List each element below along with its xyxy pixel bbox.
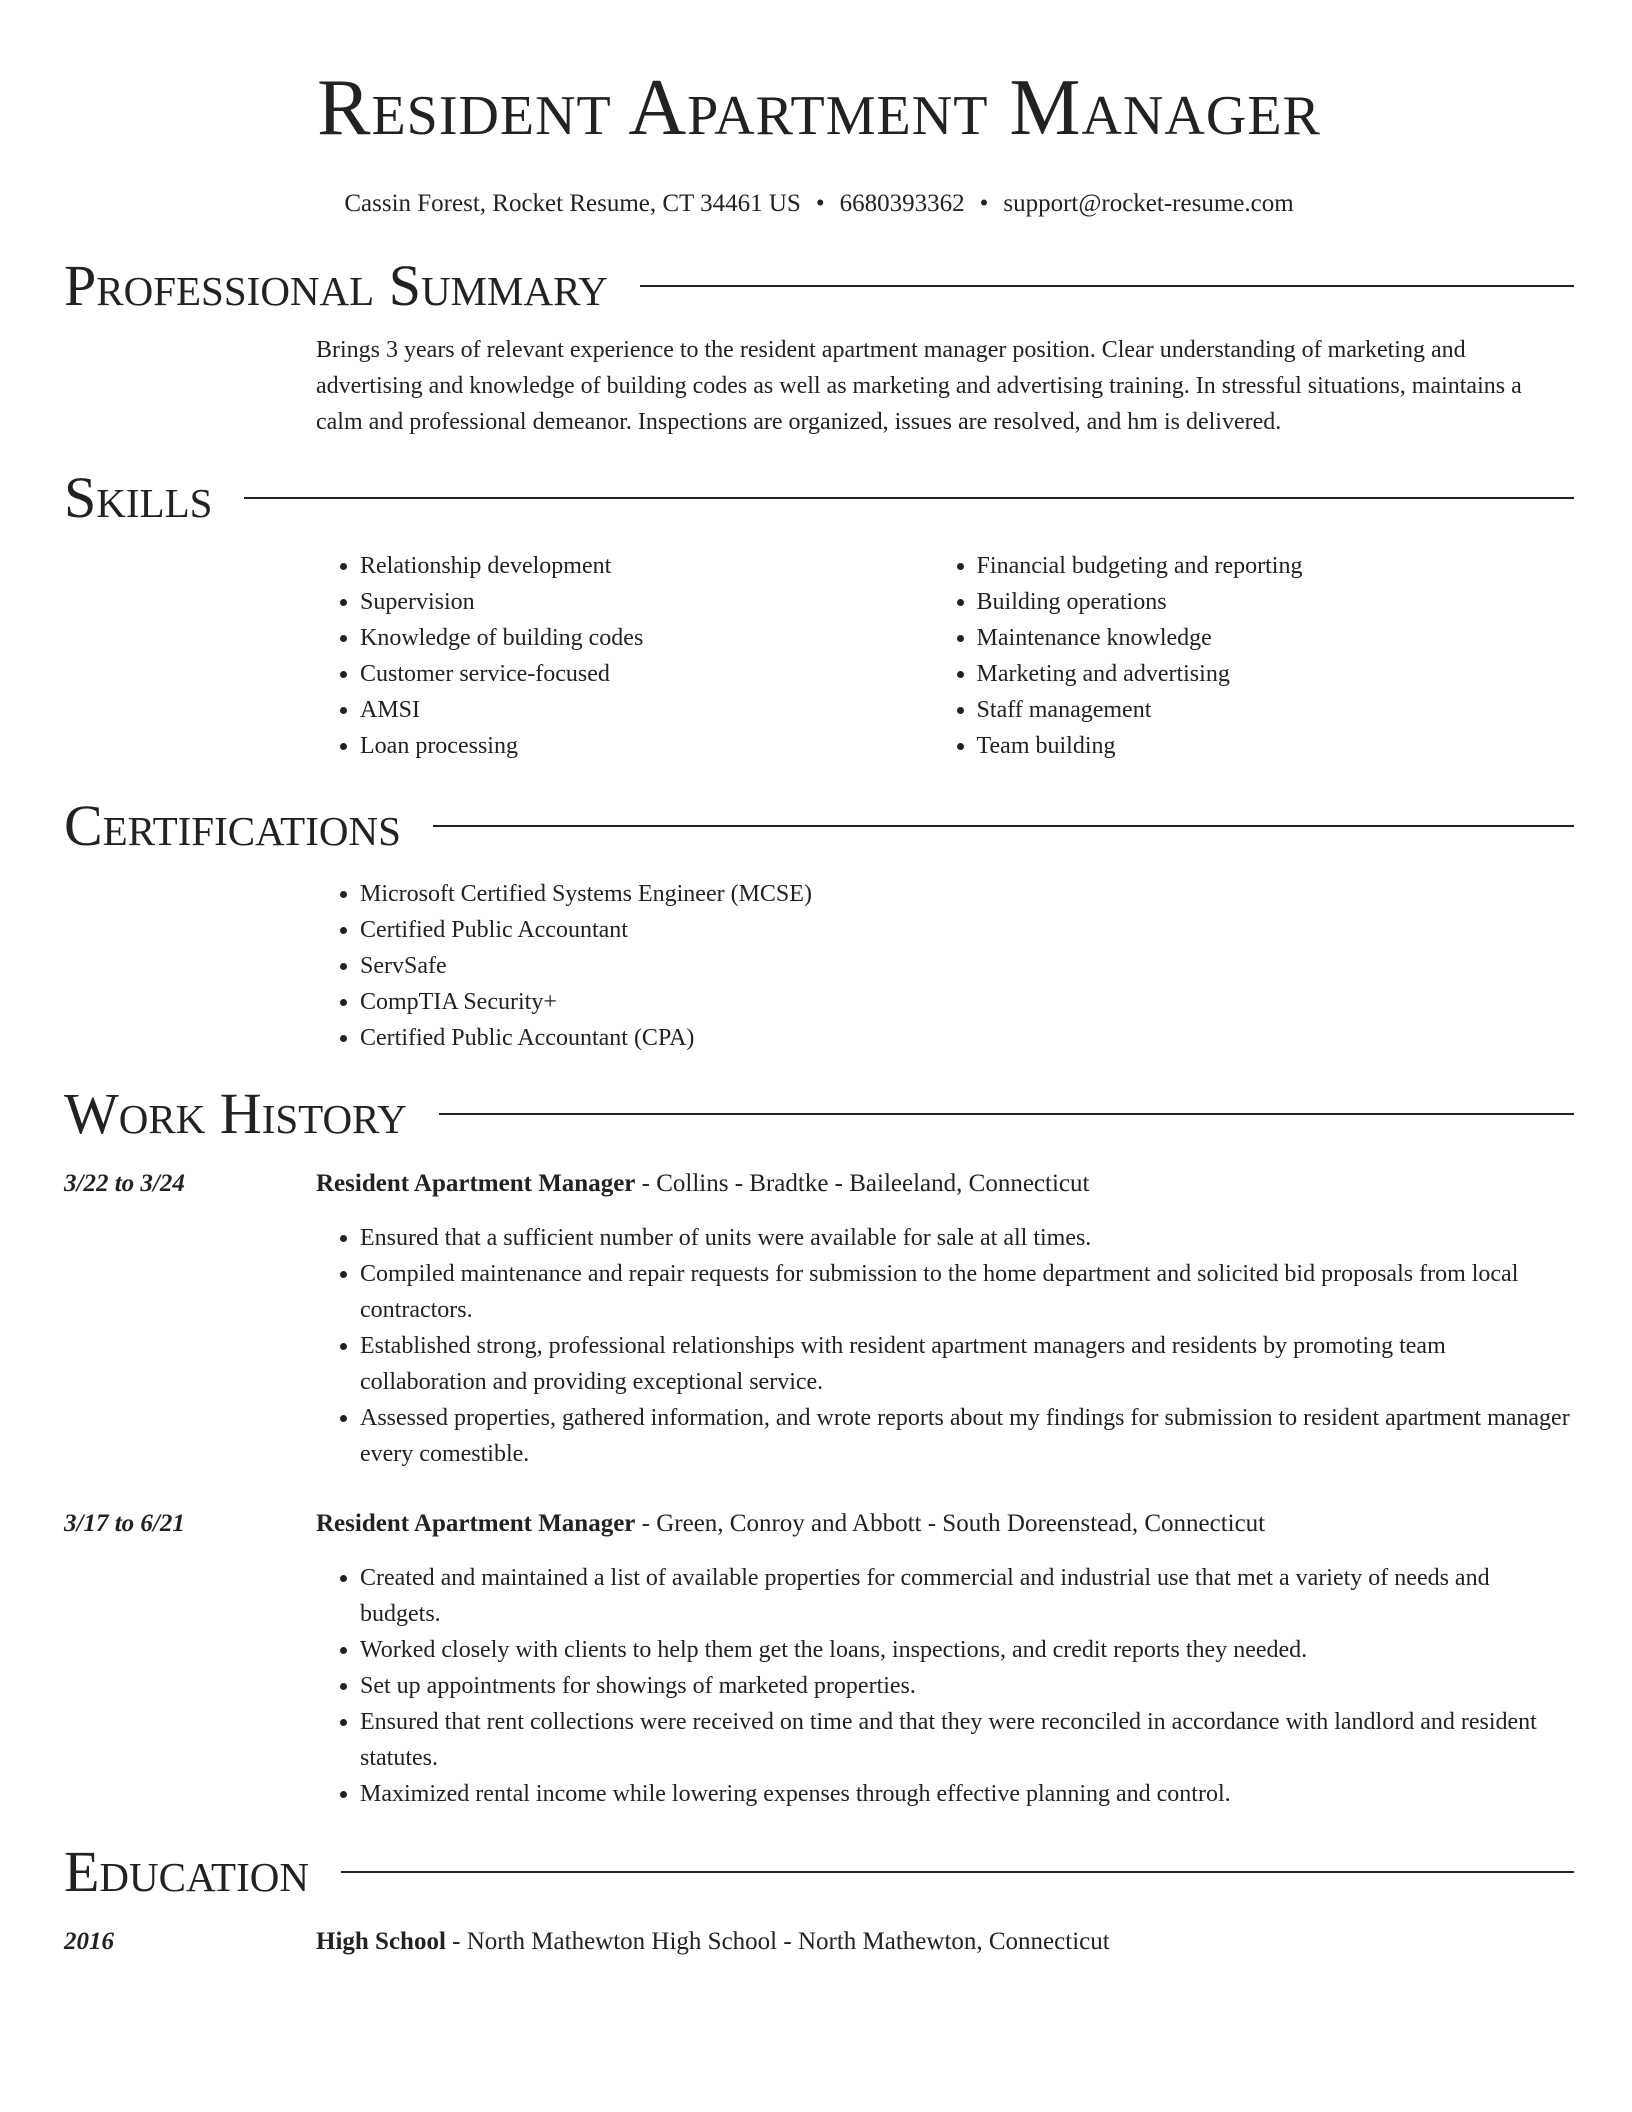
job-bullets: [316, 1560, 1574, 1812]
certification-item: • Certified Public Accountant: [360, 912, 1574, 948]
job-bullet: • Compiled maintenance and repair requests for submission to the home department and solicited bid proposals from local contractors.: [360, 1256, 1574, 1328]
skills-column-right: [933, 548, 1574, 764]
section-heading: Work History: [64, 1081, 407, 1146]
skill-item: • Relationship development: [360, 548, 933, 584]
job-bullet: • Worked closely with clients to help them get the loans, inspections, and credit reports they needed.: [360, 1632, 1574, 1668]
job-heading: [316, 1506, 1574, 1542]
contact-email: support@rocket-resume.com: [1003, 190, 1294, 217]
section-professional-summary: [64, 254, 1574, 318]
job-bullet: • Set up appointments for showings of marketed properties.: [360, 1668, 1574, 1704]
skill-item: • Marketing and advertising: [977, 656, 1574, 692]
skill-item: • Financial budgeting and reporting: [977, 548, 1574, 584]
section-work-history: [64, 1082, 1574, 1146]
job-details: - Collins - Bradtke - Baileeland, Connecticut: [635, 1170, 1090, 1197]
summary-text: Brings 3 years of relevant experience to the resident apartment manager position. Clear understanding of marketing and advertising and knowledge of building codes as well as marketing and advertising training. In stressful situations, maintains a calm and professional demeanor. Inspections are organized, issues are resolved, and hm is delivered.: [316, 337, 1522, 435]
job-title: Resident Apartment Manager: [316, 1510, 636, 1537]
skill-item: • AMSI: [360, 692, 933, 728]
education-heading: [316, 1924, 1574, 1960]
job-bullet: • Assessed properties, gathered information, and wrote reports about my findings for submission to resident apartment manager every comestible.: [360, 1400, 1574, 1472]
section-heading: Professional Summary: [64, 253, 608, 318]
job-bullets: [316, 1220, 1574, 1472]
job-bullet: • Ensured that rent collections were received on time and that they were reconciled in accordance with landlord and resident statutes.: [360, 1704, 1574, 1776]
section-divider: [433, 825, 1574, 827]
skills-list: [316, 548, 1574, 764]
skill-item: • Customer service-focused: [360, 656, 933, 692]
job-details: - Green, Conroy and Abbott - South Doreenstead, Connecticut: [635, 1510, 1266, 1537]
section-education: [64, 1840, 1574, 1904]
section-divider: [341, 1871, 1574, 1873]
skill-item: • Loan processing: [360, 728, 933, 764]
section-heading: Skills: [64, 465, 213, 530]
skill-item: • Knowledge of building codes: [360, 620, 933, 656]
contact-separator: •: [815, 190, 825, 217]
job-dates: 3/22 to 3/24: [64, 1170, 185, 1197]
section-divider: [439, 1113, 1574, 1115]
job-title: Resident Apartment Manager: [316, 1170, 636, 1197]
job-bullet: • Created and maintained a list of available properties for commercial and industrial use that met a variety of needs and budgets.: [360, 1560, 1574, 1632]
education-details: - North Mathewton High School - North Mathewton, Connecticut: [445, 1928, 1110, 1955]
job-entry: [64, 1166, 1574, 1472]
skill-item: • Staff management: [977, 692, 1574, 728]
certification-item: • Microsoft Certified Systems Engineer (MCSE): [360, 876, 1574, 912]
job-dates: 3/17 to 6/21: [64, 1510, 185, 1537]
job-bullet: • Ensured that a sufficient number of units were available for sale at all times.: [360, 1220, 1574, 1256]
resume-title: Resident Apartment Manager: [317, 64, 1321, 152]
section-heading: Education: [64, 1839, 309, 1904]
section-divider: [244, 497, 1574, 499]
job-bullet: • Established strong, professional relationships with resident apartment managers and residents by promoting team collaboration and providing exceptional service.: [360, 1328, 1574, 1400]
contact-separator: •: [979, 190, 989, 217]
job-bullet: • Maximized rental income while lowering expenses through effective planning and control.: [360, 1776, 1574, 1812]
contact-address: Cassin Forest, Rocket Resume, CT 34461 US: [344, 190, 801, 217]
certification-item: • Certified Public Accountant (CPA): [360, 1020, 1574, 1056]
contact-line: [64, 188, 1574, 220]
skill-item: • Team building: [977, 728, 1574, 764]
job-heading: [316, 1166, 1574, 1202]
skill-item: • Building operations: [977, 584, 1574, 620]
education-year: 2016: [64, 1928, 114, 1955]
certifications-list: [316, 876, 1574, 1056]
education-entry: [64, 1924, 1574, 1960]
resume-page: [64, 0, 1574, 1960]
section-divider: [640, 285, 1574, 287]
education-degree: High School: [316, 1928, 446, 1955]
certification-item: • CompTIA Security+: [360, 984, 1574, 1020]
section-heading: Certifications: [64, 793, 401, 858]
skill-item: • Maintenance knowledge: [977, 620, 1574, 656]
section-skills: [64, 466, 1574, 530]
section-certifications: [64, 794, 1574, 858]
certification-item: • ServSafe: [360, 948, 1574, 984]
skills-column-left: [316, 548, 933, 764]
contact-phone: 6680393362: [839, 190, 965, 217]
skill-item: • Supervision: [360, 584, 933, 620]
job-entry: [64, 1506, 1574, 1812]
